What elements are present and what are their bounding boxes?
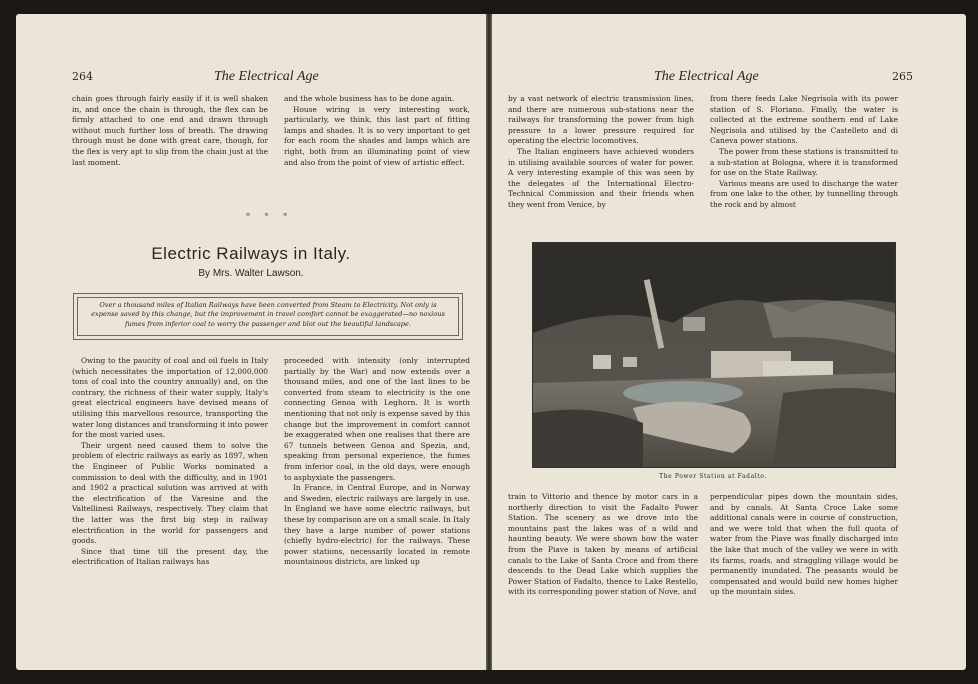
paragraph: perpendicular pipes down the mountain sides, and by canals. At Santa Croce Lake some additional canals were in course of construction, and we were told that when the full quota of water from the Piave was finally discharged into the lake that much of the valley we were in with its farms, roads, and straggling village would be permanently inundated. The peasants would be compensated and would build new homes higher up the mountain sides. — [710, 492, 898, 597]
running-head: The Electrical Age — [654, 69, 759, 84]
top-column-1 — [72, 94, 268, 168]
bottom-column-1 — [508, 492, 698, 598]
photo-caption: The Power Station at Fadalto. — [659, 473, 767, 480]
paragraph: proceeded with intensity (only interrupted partially by the War) and now extends over a thousand miles, and one of the last lines to be converted from steam to electricity is the one connecting Genoa with Leghorn. It is worth mentioning that not only is expense saved by this change but the improvement in comfort cannot be exaggerated when one realises that there are 67 tunnels between Genoa and Spezia, and, speaking from personal experience, the fumes from inferior coal, in the old days, were enough to asphyxiate the passengers. — [284, 356, 470, 482]
article-title: Electric Railways in Italy. — [151, 244, 351, 263]
right-page — [492, 14, 966, 670]
body-column-1 — [72, 356, 268, 568]
top-column-1 — [508, 94, 694, 211]
paragraph: by a vast network of electric transmission lines, and there are numerous sub-stations near the railways for transforming the power from high pressure to a lower pressure required for operating the electric locomotives. — [508, 94, 694, 146]
abstract-box — [73, 293, 463, 340]
abstract-text: Over a thousand miles of Italian Railways have been converted from Steam to Electricity. Not only is expense saved by this change, but the improvement in travel comfort cannot be exaggerated—no noxious fumes from inferior coal to worry the passenger and blot out the beautiful landscape. — [77, 297, 459, 336]
power-station-photo — [532, 242, 896, 468]
paragraph: Various means are used to discharge the water from one lake to the other, by tunnelling through the rock and by almost — [710, 178, 898, 209]
byline: By Mrs. Walter Lawson. — [198, 268, 304, 279]
top-column-2 — [284, 94, 470, 168]
paragraph: In France, in Central Europe, and in Norway and Sweden, electric railways are largely in use. In England we have some electric railways, but these by comparison are on a small scale. In Italy they have a large number of power stations (chiefly hydro-electric) for the railways. These power stations, necessarily located in remote mountainous districts, are linked up — [284, 483, 470, 567]
page-number: 264 — [72, 70, 93, 83]
paragraph: House wiring is very interesting work, particularly, we think, this last part of fitting lamps and shades. It is so very important to get for each room the shades and lamps which are right, both from an illuminating point of view and also from the point of view of artistic effect. — [284, 104, 470, 167]
running-head: The Electrical Age — [214, 69, 319, 84]
paragraph: chain goes through fairly easily if it is well shaken in, and once the chain is through, the flex can be firmly attached to one end and drawn through without much further loss of breath. The drawing through must be done with great care, though, for the flex is very apt to slip from the chain just at the last moment. — [72, 94, 268, 167]
top-column-2 — [710, 94, 898, 211]
paragraph: Since that time till the present day, the electrification of Italian railways has — [72, 546, 268, 567]
paragraph: and the whole business has to be done again. — [284, 94, 455, 103]
paragraph: The Italian engineers have achieved wonders in utilising available sources of water for power. A very interesting example of this was seen by the delegates of the International Electro-Technical Commission and their friends when they went from Venice, by — [508, 146, 694, 209]
paragraph: train to Vittorio and thence by motor cars in a northerly direction to visit the Fadalto Power Station. The scenery as we drove into the mountains past the lakes was of a wild and haunting beauty. We were shown how the water from the Piave is taken by means of artificial canals to the Lake of Santa Croce and from there descends to the Dead Lake which supplies the Power Station of Fadalto, thence to Lake Restello, with its corresponding power station of Nove, and — [508, 492, 698, 597]
bottom-column-2 — [710, 492, 898, 598]
paragraph: The power from these stations is transmitted to a sub-station at Bologna, where it is transformed for use on the State Railway. — [710, 146, 898, 178]
paragraph: from there feeds Lake Negrisola with its power station of S. Floriano. Finally, the water is collected at the extreme southern end of Lake Negrisola and utilised by the Castelleto and di Caneva power stations. — [710, 94, 898, 146]
paragraph: Their urgent need caused them to solve the problem of electric railways as early as 1897, when the Engineer of Public Works nominated a commission to deal with the difficulty, and in 1901 and 1902 a practical solution was arrived at with the electrification of the Varesine and the Valtellinesi Railways, respectively. They claim that the latter was the first big step in railway electrification in the world for passengers and goods. — [72, 440, 268, 546]
section-separator: * * * — [246, 212, 294, 221]
page-number: 265 — [892, 70, 913, 83]
paragraph: Owing to the paucity of coal and oil fuels in Italy (which necessitates the importation of 12,000,000 tons of coal into the country annually) and, on the contrary, the richness of their water supply, Italy's great electrical engineers have devised means of utilising this marvellous resource, transporting the water long distances and transforming it into power for the most varied uses. — [72, 356, 268, 440]
body-column-2 — [284, 356, 470, 568]
left-page — [16, 14, 486, 670]
photo-illustration — [533, 243, 895, 467]
